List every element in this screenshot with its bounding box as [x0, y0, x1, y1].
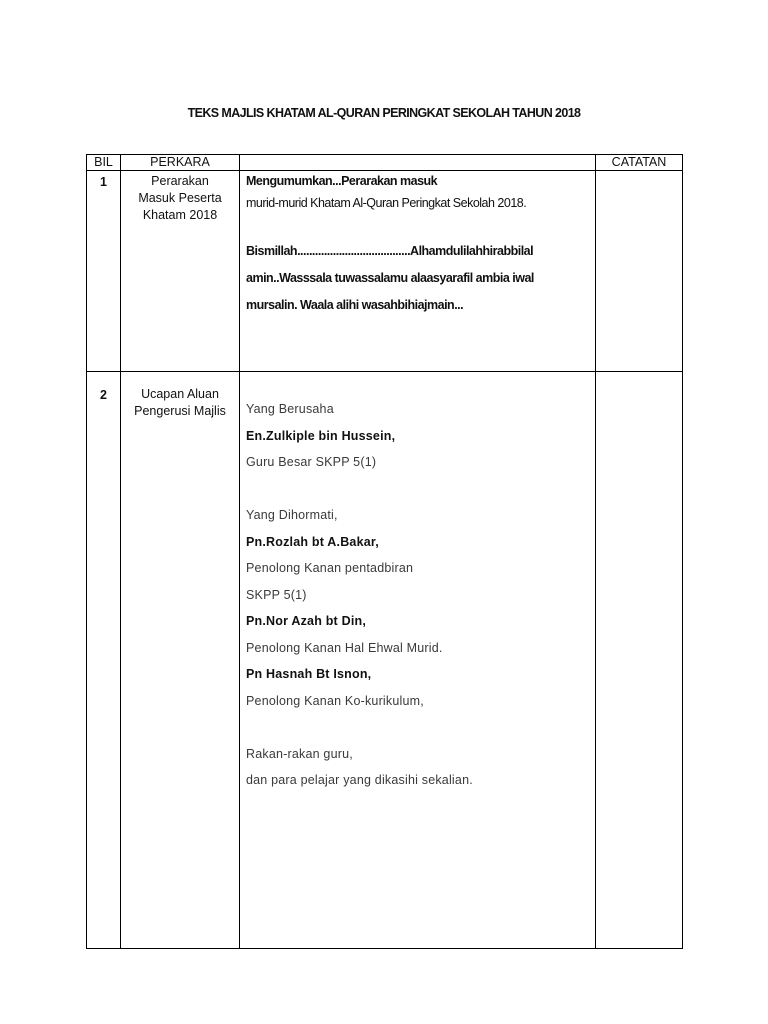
prayer-line: mursalin. Waala alihi wasahbihiajmain...: [246, 298, 464, 312]
table-row: [87, 171, 683, 372]
greeting-line: Penolong Kanan Ko-kurikulum,: [246, 693, 424, 708]
announcement-line: murid-murid Khatam Al-Quran Peringkat Sekolah 2018.: [246, 196, 527, 210]
row-perkara: [121, 372, 240, 949]
perkara-line: Pengerusi Majlis: [134, 404, 226, 418]
table-header-row: [87, 155, 683, 171]
greeting-line: Penolong Kanan Hal Ehwal Murid.: [246, 640, 443, 655]
row-content: [240, 171, 596, 372]
header-catatan: CATATAN: [596, 155, 683, 171]
blank-line: [246, 714, 595, 741]
greeting-line: Yang Berusaha: [246, 402, 334, 416]
greeting-line: Guru Besar SKPP 5(1): [246, 455, 377, 469]
row-perkara: [121, 171, 240, 372]
row-number: 2: [87, 372, 121, 949]
perkara-line: Khatam 2018: [142, 208, 218, 222]
greeting-line: Yang Dihormati,: [246, 508, 338, 522]
greeting-line: SKPP 5(1): [246, 587, 307, 602]
table-row: [87, 372, 683, 949]
perkara-line: Perarakan: [151, 174, 209, 188]
greeting-line: dan para pelajar yang dikasihi sekalian.: [246, 773, 473, 787]
greeting-line: Penolong Kanan pentadbiran: [246, 561, 414, 575]
greeting-line: Rakan-rakan guru,: [246, 746, 353, 761]
perkara-line: Ucapan Aluan: [141, 387, 219, 401]
opening-prayer: [246, 238, 595, 319]
row-number: 1: [87, 171, 121, 372]
document-title: TEKS MAJLIS KHATAM AL-QURAN PERINGKAT SEKOLAH TAHUN 2018: [187, 106, 581, 120]
greeting-block: [246, 372, 595, 794]
program-table: [86, 154, 683, 949]
announcement-heading: Mengumumkan...Perarakan masuk: [246, 174, 438, 188]
greeting-name: Pn.Nor Azah bt Din,: [246, 614, 366, 628]
header-perkara: PERKARA: [121, 155, 240, 171]
header-content: [240, 155, 596, 171]
prayer-line: amin..Wasssala tuwassalamu alaasyarafil ambia iwal: [246, 271, 534, 285]
greeting-name: En.Zulkiple bin Hussein,: [246, 428, 396, 443]
row-content: [240, 372, 596, 949]
greeting-name: Pn.Rozlah bt A.Bakar,: [246, 534, 379, 549]
blank-line: [246, 476, 595, 503]
greeting-name: Pn Hasnah Bt Isnon,: [246, 667, 372, 681]
perkara-line: Masuk Peserta: [138, 191, 222, 205]
row-catatan: [596, 171, 683, 372]
row-catatan: [596, 372, 683, 949]
prayer-line: Bismillah......................................Alhamdulilahhirabbilal: [246, 244, 534, 258]
header-bil: BIL: [87, 155, 121, 171]
